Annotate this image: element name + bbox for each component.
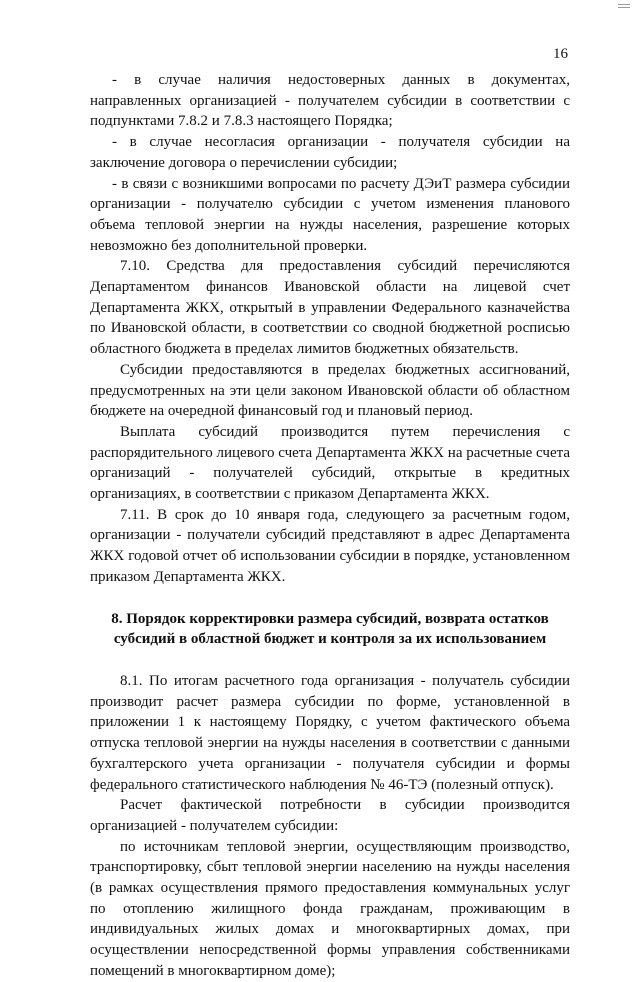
- paragraph-payment: Выплата субсидий производится путем перечисления с распорядительного лицевого счета Департамента ЖКХ на расчетные счета организаций - получателей субсидий, открытые в кредитных организациях, в соответствии с приказом Департамента ЖКХ.: [90, 423, 570, 503]
- section-8-heading-line-1: 8. Порядок корректировки размера субсидий, возврата остатков: [111, 610, 549, 627]
- corner-mark: [618, 4, 630, 8]
- paragraph-subsidies-limits: Субсидии предоставляются в пределах бюджетных ассигнований, предусмотренных на эти цели законом Ивановской области об областном бюджете на очередной финансовый год и плановый период.: [90, 361, 570, 420]
- page-number: 16: [553, 46, 568, 62]
- paragraph-7-11: 7.11. В срок до 10 января года, следующего за расчетным годом, организации - получатели субсидий представляют в адрес Департамента ЖКХ годовой отчет об использовании субсидии в порядке, установленном приказом Департамента ЖКХ.: [90, 506, 570, 585]
- paragraph-7-10: 7.10. Средства для предоставления субсидий перечисляются Департаментом финансов Ивановской области на лицевой счет Департамента ЖКХ, открытый в управлении Федерального казначейства по Ивановской области, в соответствии со сводной бюджетной росписью областного бюджета в пределах лимитов бюджетных обязательств.: [90, 258, 570, 358]
- paragraph-bullet-3: - в связи с возникшими вопросами по расчету ДЭиТ размера субсидии организации - получателю субсидии с учетом изменения планового объема тепловой энергии на нужды населения, разрешение которых невозможно без дополнительной проверки.: [90, 175, 570, 254]
- document-body: [90, 70, 570, 982]
- paragraph-heat-sources: по источникам тепловой энергии, осуществляющим производство, транспортировку, сбыт тепловой энергии населению на нужды населения (в рамках осуществления прямого предоставления коммунальных услуг по отоплению жилищного фонда гражданам, проживающим в индивидуальных жилых домах и многоквартирных домах, при осуществлении непосредственной формы управления собственниками помещений в многоквартирном доме);: [90, 838, 570, 979]
- paragraph-8-1: 8.1. По итогам расчетного года организация - получатель субсидии производит расчет размера субсидии по форме, установленной в приложении 1 к настоящему Порядку, с учетом фактического объема отпуска тепловой энергии на нужды населения в соответствии с данными бухгалтерского учета организации - получателя субсидии и формы федерального статистического наблюдения № 46-ТЭ (полезный отпуск).: [90, 672, 570, 793]
- section-8-heading-line-2: субсидий в областной бюджет и контроля за их использованием: [113, 631, 547, 648]
- paragraph-actual-need: Расчет фактической потребности в субсидии производится организацией - получателем субсидии:: [90, 797, 570, 834]
- paragraph-bullet-1: - в случае наличия недостоверных данных в документах, направленных организацией - получателем субсидии в соответствии с подпунктами 7.8.2 и 7.8.3 настоящего Порядка;: [90, 72, 570, 130]
- section-8-heading: [90, 609, 570, 650]
- paragraph-bullet-2: - в случае несогласия организации - получателя субсидии на заключение договора о перечислении субсидии;: [90, 134, 570, 171]
